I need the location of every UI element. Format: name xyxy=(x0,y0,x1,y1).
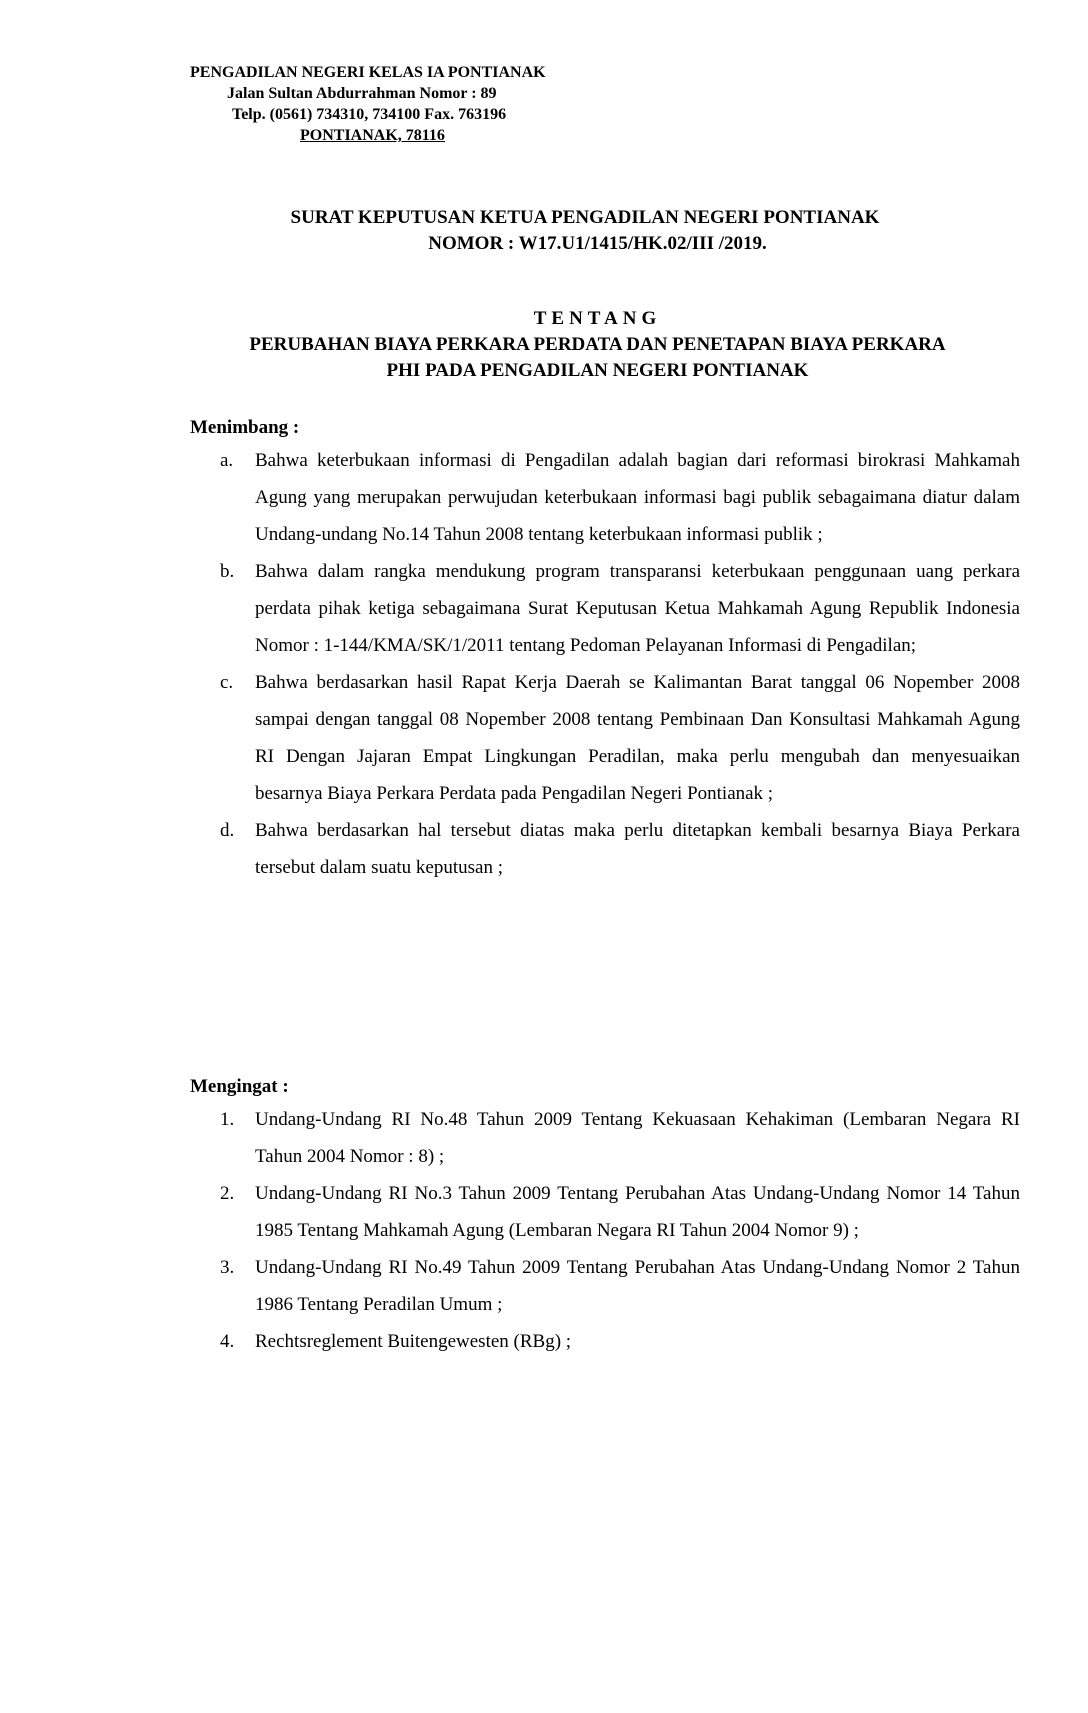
list-marker: a. xyxy=(220,450,234,471)
mengingat-heading: Mengingat : xyxy=(190,1076,289,1097)
court-name: PENGADILAN NEGERI KELAS IA PONTIANAK xyxy=(190,64,546,81)
list-marker: 2. xyxy=(220,1183,235,1204)
list-item-text: Bahwa dalam rangka mendukung program transparansi keterbukaan penggunaan uang perkara perdata pihak ketiga sebagaimana Surat Keputusan Ketua Mahkamah Agung Republik Indonesia Nomor : 1-144/KMA/SK/1/2011 tentang Pedoman Pelayanan Informasi di Pengadilan; xyxy=(255,561,1020,656)
list-item xyxy=(190,1101,1020,1175)
list-marker: 1. xyxy=(220,1109,235,1130)
decree-number: NOMOR : W17.U1/1415/HK.02/III /2019. xyxy=(428,233,767,254)
list-marker: 3. xyxy=(220,1257,235,1278)
list-item xyxy=(190,664,1020,812)
list-marker: b. xyxy=(220,561,235,582)
letterhead xyxy=(190,62,590,146)
decree-title-line: SURAT KEPUTUSAN KETUA PENGADILAN NEGERI PONTIANAK xyxy=(290,207,880,228)
list-item-text: Undang-Undang RI No.3 Tahun 2009 Tentang Perubahan Atas Undang-Undang Nomor 14 Tahun 1985 Tentang Mahkamah Agung (Lembaran Negara RI Tahun 2004 Nomor 9) ; xyxy=(255,1183,1020,1241)
list-item-text: Rechtsreglement Buitengewesten (RBg) ; xyxy=(255,1331,572,1352)
menimbang-list xyxy=(190,442,1020,886)
list-item-text: Bahwa berdasarkan hasil Rapat Kerja Daerah se Kalimantan Barat tanggal 06 Nopember 2008 sampai dengan tanggal 08 Nopember 2008 tentang Pembinaan Dan Konsultasi Mahkamah Agung RI Dengan Jajaran Empat Lingkungan Peradilan, maka perlu mengubah dan menyesuaikan besarnya Biaya Perkara Perdata pada Pengadilan Negeri Pontianak ; xyxy=(255,672,1020,804)
court-address: Jalan Sultan Abdurrahman Nomor : 89 xyxy=(227,85,497,102)
list-item xyxy=(190,1323,1020,1360)
subject-heading: TENTANG xyxy=(533,308,662,329)
list-item xyxy=(190,812,1020,886)
court-city: PONTIANAK, 78116 xyxy=(300,127,445,144)
list-item-text: Bahwa keterbukaan informasi di Pengadilan adalah bagian dari reformasi birokrasi Mahkamah Agung yang merupakan perwujudan keterbukaan informasi bagi publik sebagaimana diatur dalam Undang-undang No.14 Tahun 2008 tentang keterbukaan informasi publik ; xyxy=(255,450,1020,545)
list-marker: 4. xyxy=(220,1331,235,1352)
decree-title xyxy=(190,205,1005,257)
subject-line-1: PERUBAHAN BIAYA PERKARA PERDATA DAN PENETAPAN BIAYA PERKARA xyxy=(249,334,946,355)
list-item-text: Undang-Undang RI No.48 Tahun 2009 Tentang Kekuasaan Kehakiman (Lembaran Negara RI Tahun 2004 Nomor : 8) ; xyxy=(255,1109,1020,1167)
list-item xyxy=(190,553,1020,664)
list-item-text: Bahwa berdasarkan hal tersebut diatas maka perlu ditetapkan kembali besarnya Biaya Perkara tersebut dalam suatu keputusan ; xyxy=(255,820,1020,878)
mengingat-list xyxy=(190,1101,1020,1360)
list-marker: c. xyxy=(220,672,234,693)
list-item xyxy=(190,1175,1020,1249)
court-contact: Telp. (0561) 734310, 734100 Fax. 763196 xyxy=(232,106,507,123)
list-marker: d. xyxy=(220,820,235,841)
list-item xyxy=(190,442,1020,553)
decree-subject xyxy=(190,306,1005,384)
list-item xyxy=(190,1249,1020,1323)
menimbang-heading: Menimbang : xyxy=(190,417,300,438)
subject-line-2: PHI PADA PENGADILAN NEGERI PONTIANAK xyxy=(386,360,809,381)
list-item-text: Undang-Undang RI No.49 Tahun 2009 Tentang Perubahan Atas Undang-Undang Nomor 2 Tahun 1986 Tentang Peradilan Umum ; xyxy=(255,1257,1020,1315)
